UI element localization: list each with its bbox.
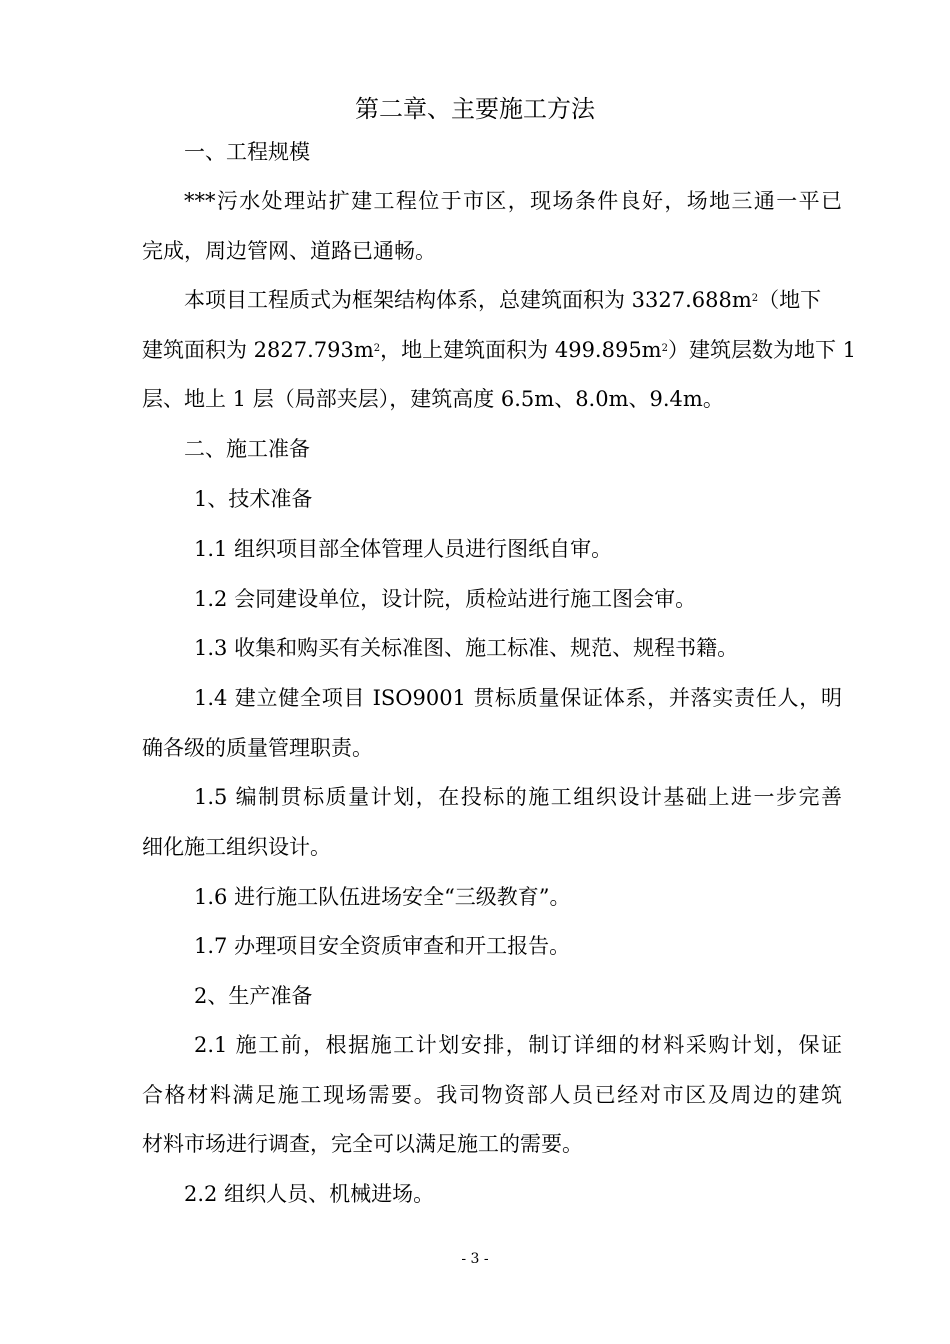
paragraph-site-conditions: ***污水处理站扩建工程位于市区，现场条件良好，场地三通一平已 完成，周边管网、道路已通畅。 [142, 189, 842, 263]
list-item: 1.1 组织项目部全体管理人员进行图纸自审。 [194, 537, 613, 561]
subsection-heading-production: 2、生产准备 [194, 984, 313, 1008]
list-item: 1.3 收集和购买有关标准图、施工标准、规范、规程书籍。 [194, 636, 739, 660]
list-item: 1.7 办理项目安全资质审查和开工报告。 [194, 934, 571, 958]
section-heading-preparation: 二、施工准备 [184, 437, 310, 461]
paragraph-building-area: 本项目工程质式为框架结构体系，总建筑面积为 $3327.688m^2$（地下 建筑面积为 $2827.793m^2$，地上建筑面积为 $499.895m^2$）建筑层数为地下 1 层、地上 1 层（局部夹层），建筑高度 6.5m、8.0m、9.4m。 [142, 288, 857, 411]
subsection-heading-technical: 1、技术准备 [194, 487, 313, 511]
chapter-title: 第二章、主要施工方法 [355, 95, 595, 123]
list-item: 2.1 施工前，根据施工计划安排，制订详细的材料采购计划，保证 合格材料满足施工现场需要。我司物资部人员已经对市区及周边的建筑 材料市场进行调查，完全可以满足施工的需要。 [142, 1033, 842, 1156]
list-item: 2.2 组织人员、机械进场。 [184, 1182, 435, 1206]
list-item: 1.4 建立健全项目 ISO9001 贯标质量保证体系，并落实责任人，明 确各级的质量管理职责。 [142, 686, 842, 760]
list-item: 1.5 编制贯标质量计划，在投标的施工组织设计基础上进一步完善 细化施工组织设计。 [142, 785, 842, 859]
section-heading-scale: 一、工程规模 [184, 140, 310, 164]
page-number: - 3 - [461, 1251, 489, 1267]
list-item: 1.6 进行施工队伍进场安全“三级教育”。 [194, 885, 571, 909]
list-item: 1.2 会同建设单位，设计院，质检站进行施工图会审。 [194, 587, 697, 611]
